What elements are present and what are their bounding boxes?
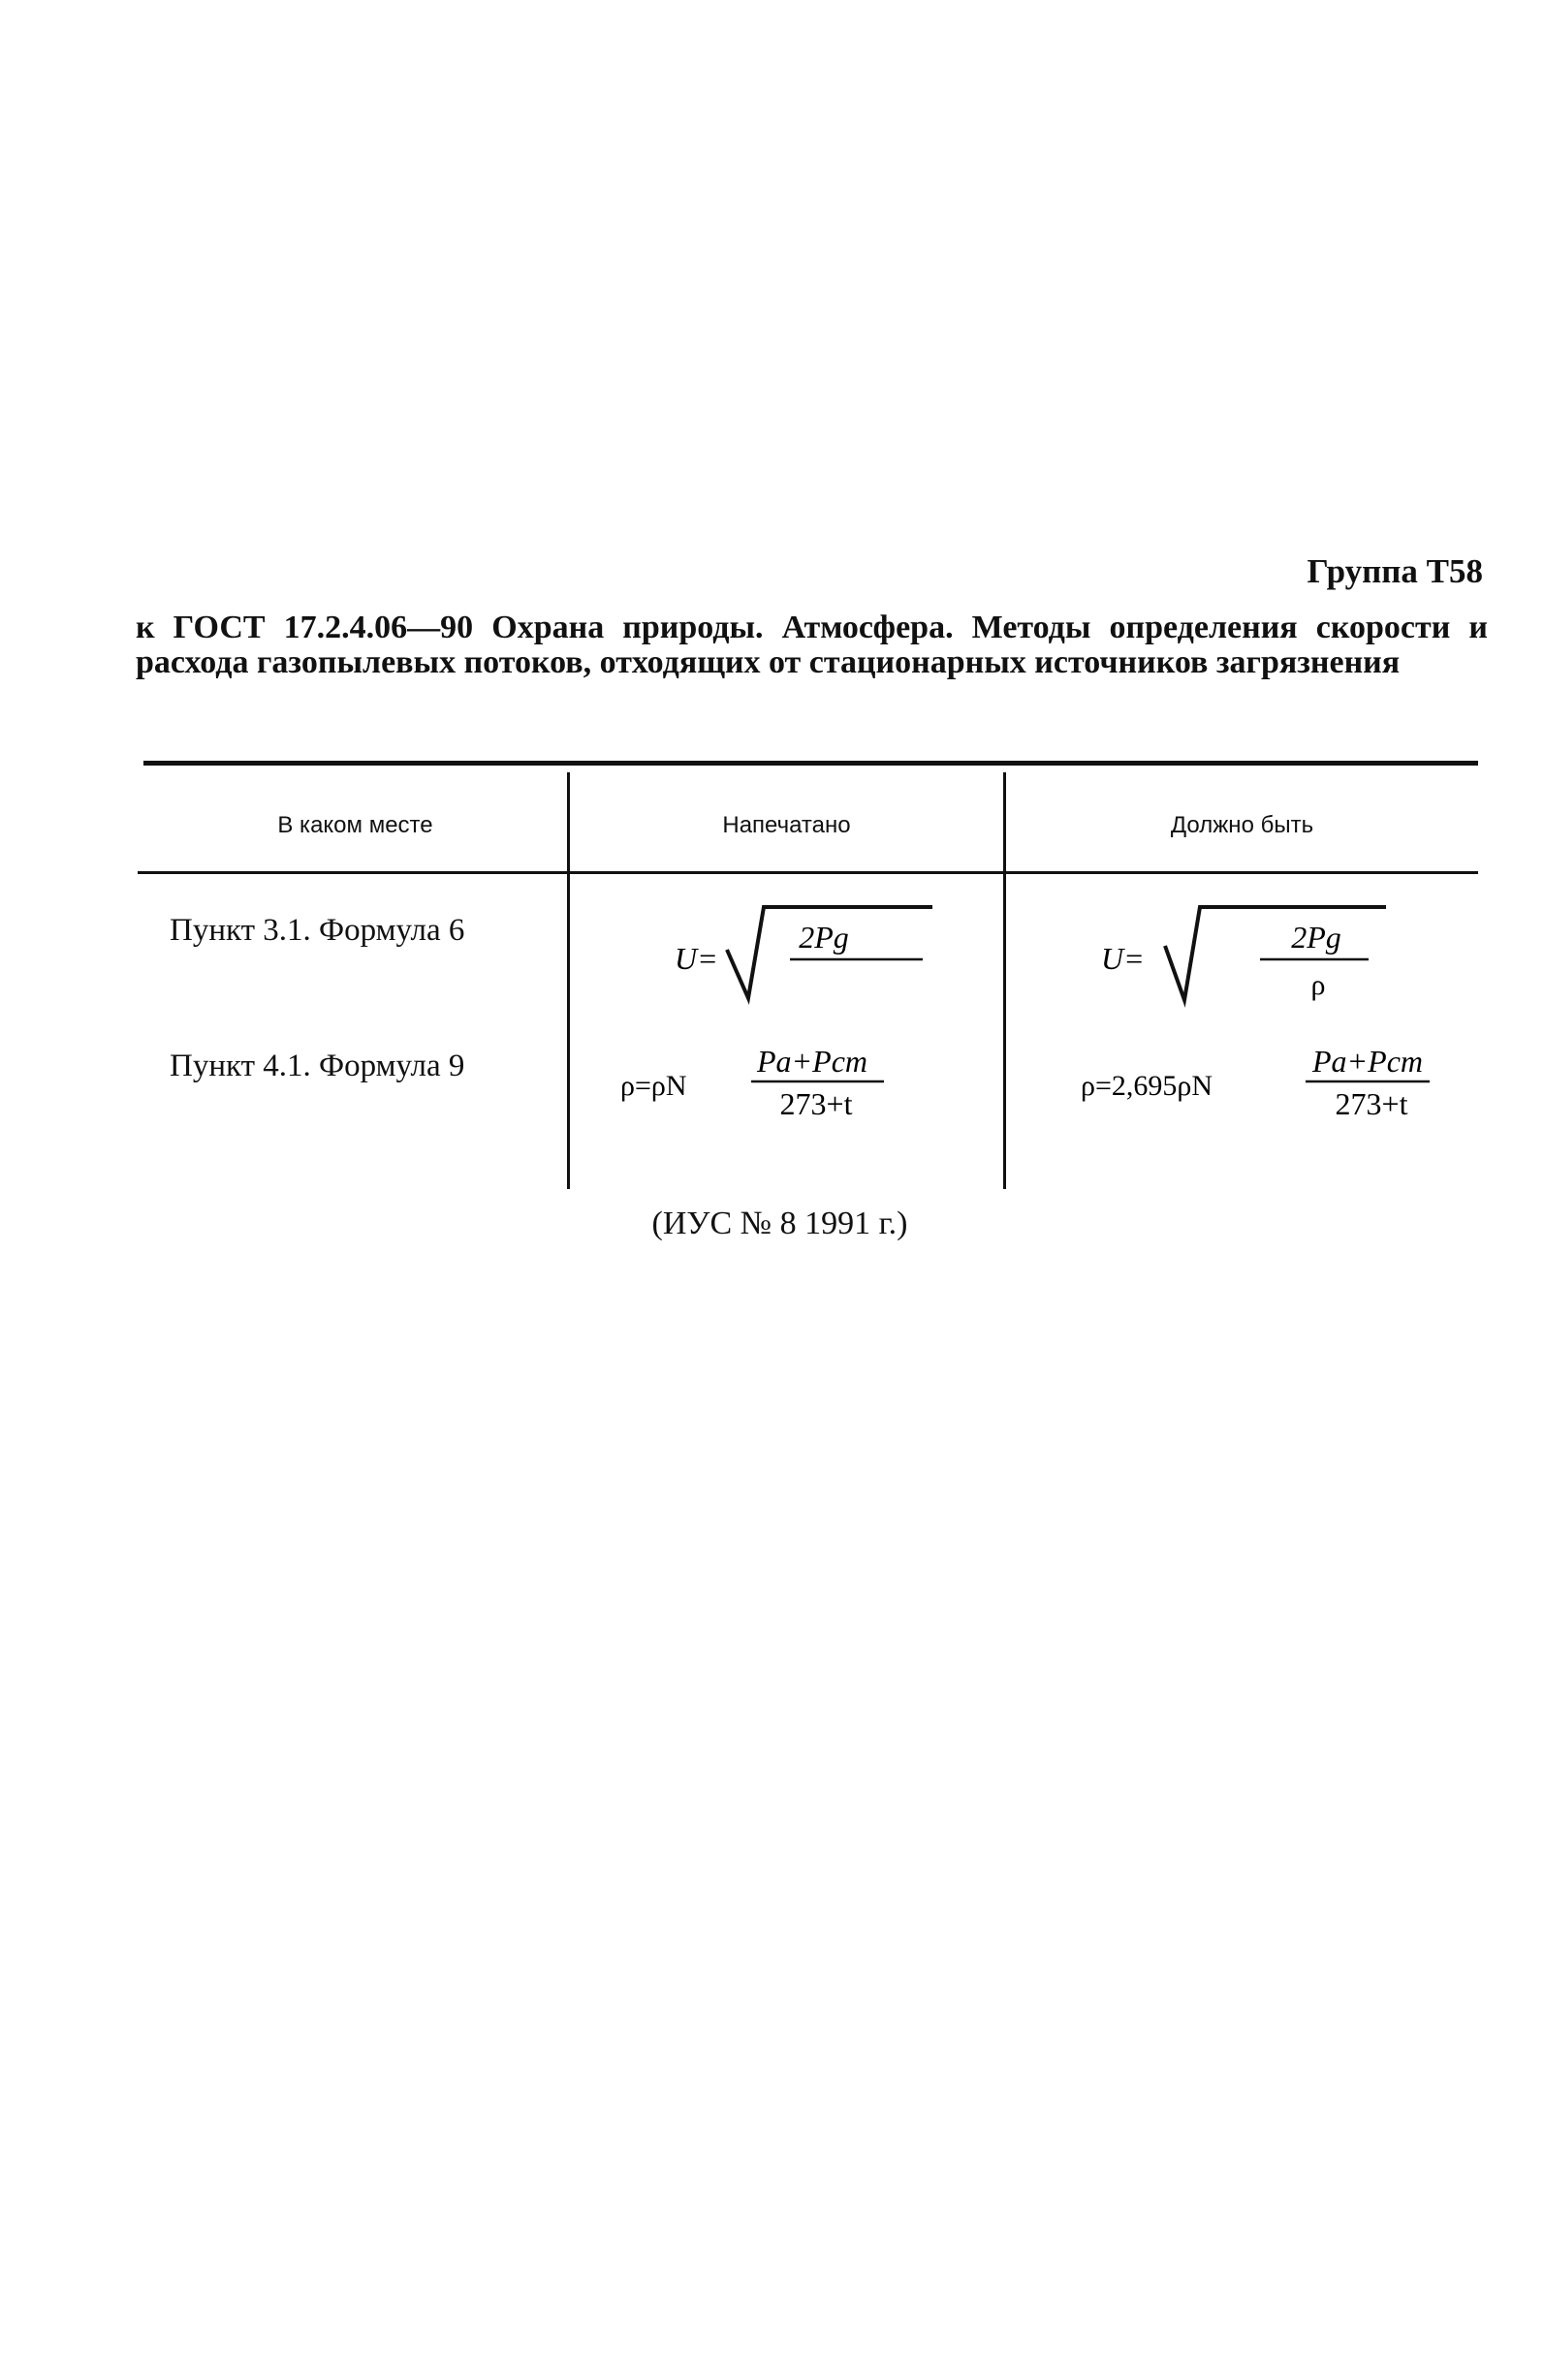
header-printed: Напечатано <box>722 812 851 838</box>
formula-numerator: Pa+Pст <box>1312 1044 1423 1079</box>
document-heading: к ГОСТ 17.2.4.06—90 Охрана природы. Атмосфера. Методы определения скорости и расхода газопылевых потоков, отходящих от стационарных источников загрязнения <box>136 610 1488 680</box>
formula-denominator: ρ <box>1310 969 1326 1001</box>
formula-lhs: ρ=ρN <box>620 1070 687 1102</box>
row-label-formula-9: Пункт 4.1. Формула 9 <box>170 1049 465 1083</box>
formula-6-printed <box>669 901 940 1008</box>
header-correct: Должно быть <box>1170 812 1314 838</box>
ius-reference: (ИУС № 8 1991 г.) <box>651 1206 908 1241</box>
formula-numerator: 2Pg <box>1291 920 1341 955</box>
formula-9-printed <box>620 1027 901 1134</box>
formula-denominator: 273+t <box>1335 1086 1408 1121</box>
formula-numerator: Pa+Pст <box>757 1044 867 1079</box>
formula-9-correct <box>1081 1027 1449 1134</box>
row-label-formula-6: Пункт 3.1. Формула 6 <box>170 913 465 948</box>
formula-numerator: 2Pg <box>799 920 849 955</box>
formula-lhs: U= <box>675 941 718 976</box>
formula-lhs: U= <box>1101 941 1145 976</box>
formula-6-correct <box>1095 901 1415 1008</box>
formula-denominator: 273+t <box>779 1086 853 1121</box>
radical-sign <box>1165 907 1386 1000</box>
group-label: Группа Т58 <box>1307 552 1483 590</box>
formula-lhs: ρ=2,695ρN <box>1081 1070 1213 1102</box>
header-place: В каком месте <box>277 812 433 838</box>
table-top-rule <box>143 761 1478 766</box>
table-header-rule <box>138 871 1478 874</box>
